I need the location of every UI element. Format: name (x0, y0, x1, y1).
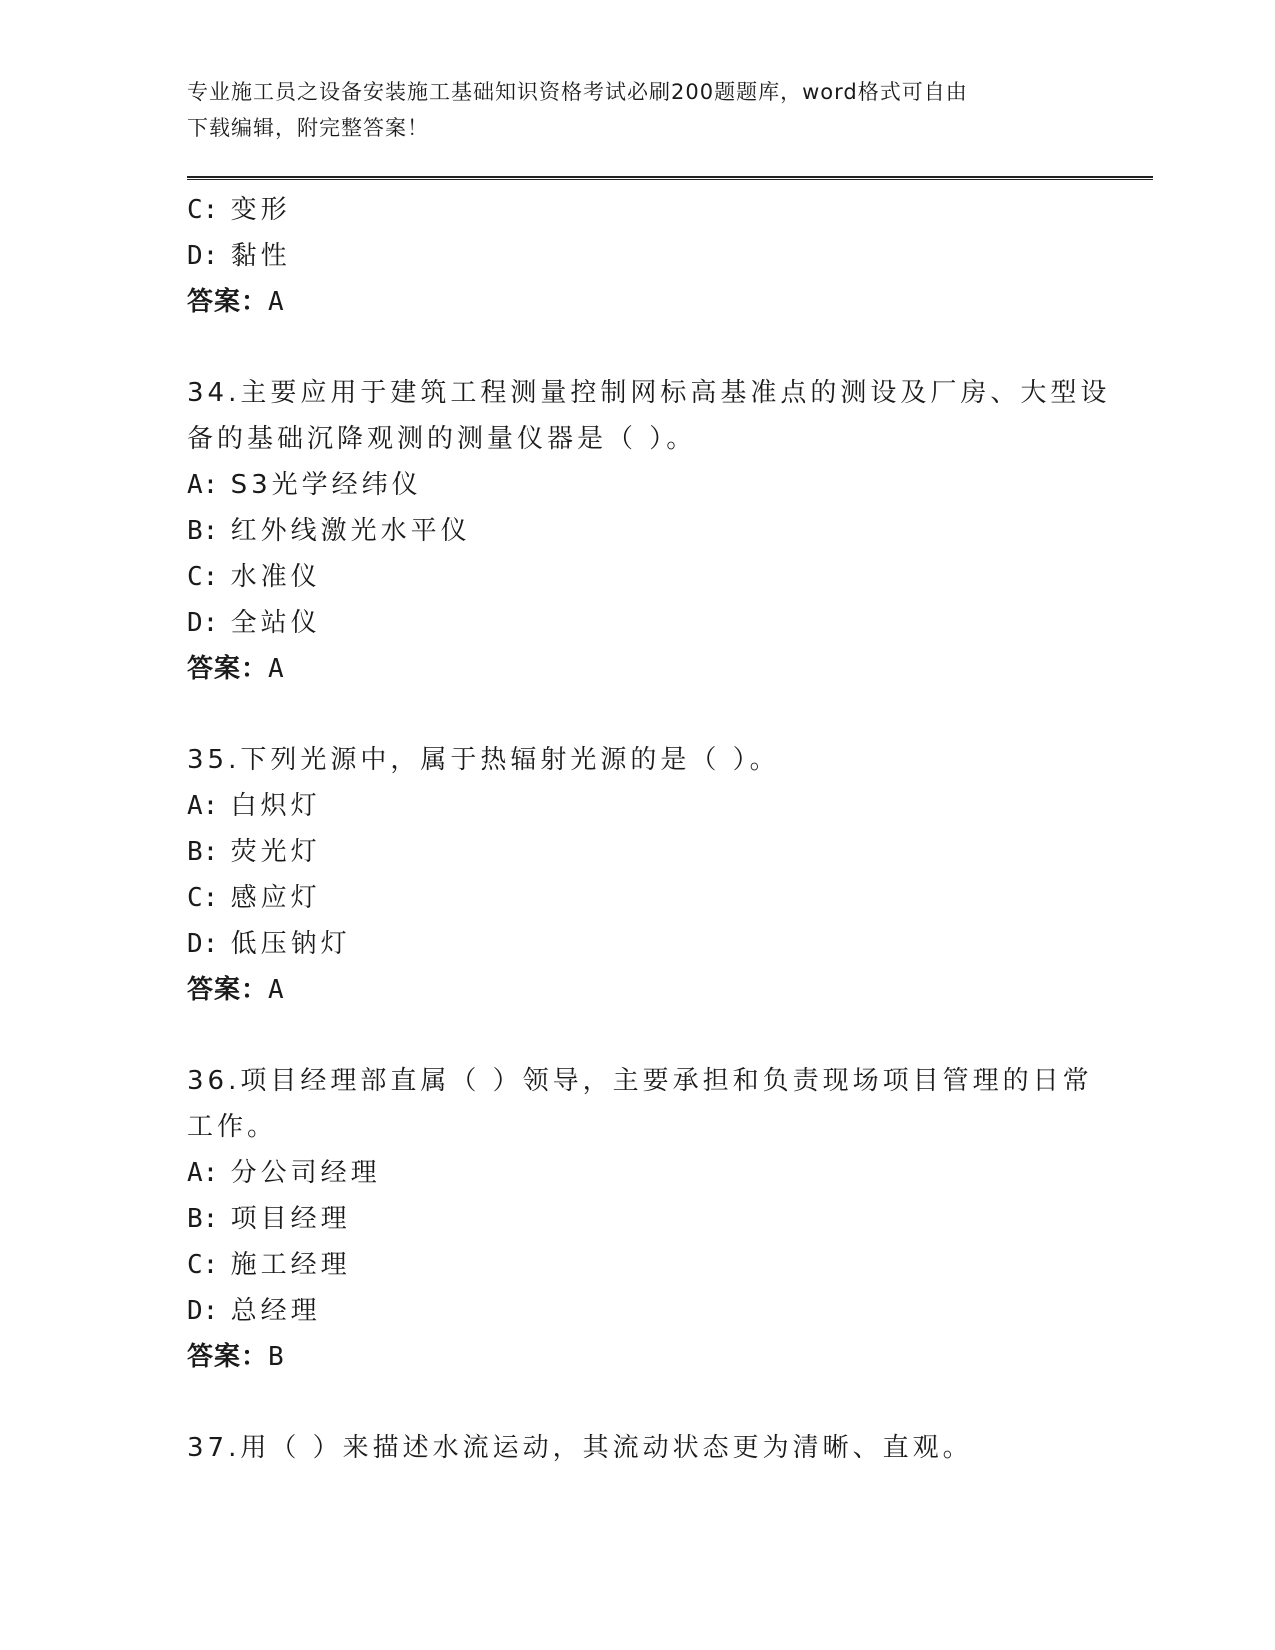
option-line (187, 462, 1087, 508)
option-text: 感应灯 (230, 883, 321, 913)
option-line (187, 1288, 1087, 1334)
spacer (187, 1380, 1087, 1425)
option-letter: C: (187, 883, 219, 913)
option-line (187, 1150, 1087, 1196)
option-letter: B: (187, 1204, 219, 1234)
option-line (187, 233, 1087, 279)
option-line (187, 554, 1087, 600)
question-stem-line-1: 34.主要应用于建筑工程测量控制网标高基准点的测设及厂房、大型设 (187, 378, 1111, 408)
answer-line (187, 279, 1087, 325)
option-text: 施工经理 (230, 1250, 351, 1280)
header-line-2: 下载编辑，附完整答案！ (187, 116, 429, 140)
option-text: 黏性 (230, 241, 291, 271)
option-text: 低压钠灯 (230, 929, 351, 959)
option-line (187, 187, 1087, 233)
option-text: 项目经理 (230, 1204, 351, 1234)
question-stem-line-2: 工作。 (187, 1112, 278, 1142)
answer-value: A (268, 287, 284, 317)
option-text: 水准仪 (230, 562, 321, 592)
option-line (187, 508, 1087, 554)
option-text: 荧光灯 (230, 837, 321, 867)
option-text: 红外线激光水平仪 (230, 516, 471, 546)
option-line (187, 783, 1087, 829)
answer-label: 答案： (187, 287, 269, 317)
answer-line (187, 646, 1087, 692)
option-text: 总经理 (230, 1296, 321, 1326)
option-text: 分公司经理 (230, 1158, 381, 1188)
option-line (187, 1242, 1087, 1288)
option-letter: D: (187, 608, 219, 638)
header-divider (187, 176, 1153, 180)
option-letter: A: (187, 1158, 219, 1188)
answer-label: 答案： (187, 975, 269, 1005)
option-line (187, 829, 1087, 875)
document-content (187, 187, 1111, 1471)
spacer (187, 325, 1087, 370)
option-letter: C: (187, 562, 219, 592)
question-stem-line-1: 35.下列光源中，属于热辐射光源的是（ ）。 (187, 745, 780, 775)
option-letter: C: (187, 195, 219, 225)
document-header (187, 74, 1067, 146)
option-letter: C: (187, 1250, 219, 1280)
answer-label: 答案： (187, 1342, 269, 1372)
option-text: 白炽灯 (230, 791, 321, 821)
answer-line (187, 1334, 1087, 1380)
option-line (187, 1196, 1087, 1242)
option-line (187, 875, 1087, 921)
option-text: 变形 (230, 195, 291, 225)
answer-label: 答案： (187, 654, 269, 684)
question-stem-line-1: 37.用（ ）来描述水流运动，其流动状态更为清晰、直观。 (187, 1433, 973, 1463)
option-text: 全站仪 (230, 608, 321, 638)
spacer (187, 1013, 1087, 1058)
option-letter: D: (187, 1296, 219, 1326)
option-line (187, 600, 1087, 646)
header-line-1: 专业施工员之设备安装施工基础知识资格考试必刷200题题库，word格式可自由 (187, 80, 968, 104)
answer-value: B (268, 1342, 284, 1372)
option-letter: A: (187, 470, 219, 500)
option-letter: B: (187, 837, 219, 867)
option-letter: A: (187, 791, 219, 821)
answer-line (187, 967, 1087, 1013)
option-letter: D: (187, 929, 219, 959)
spacer (187, 692, 1087, 737)
option-line (187, 921, 1087, 967)
option-letter: B: (187, 516, 219, 546)
option-letter: D: (187, 241, 219, 271)
option-text: S3光学经纬仪 (230, 470, 422, 500)
answer-value: A (268, 975, 284, 1005)
question-stem-line-2: 备的基础沉降观测的测量仪器是（ ）。 (187, 424, 697, 454)
question-stem-line-1: 36.项目经理部直属（ ）领导，主要承担和负责现场项目管理的日常 (187, 1066, 1093, 1096)
answer-value: A (268, 654, 284, 684)
